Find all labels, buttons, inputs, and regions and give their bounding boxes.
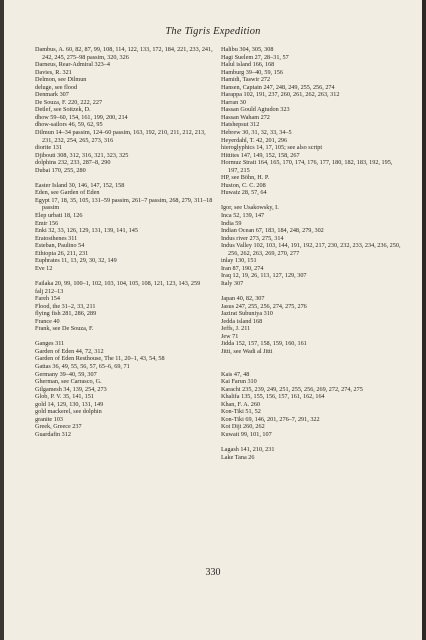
index-entry: Jidda 152, 157, 158, 159, 160, 161 (221, 340, 307, 348)
index-entry: Hittites 147, 149, 152, 158, 267 (221, 151, 300, 159)
index-entry: Khalifa 135, 155, 156, 157, 161, 162, 164 (221, 393, 325, 401)
index-entry: Hassan Waham 272 (221, 113, 270, 121)
index-entry: Davies, R. 321 (35, 68, 72, 76)
index-entry: Indus Valley 102, 103, 144, 191, 192, 217, 230, 232, 233, 234, 236, 250, 256, 262, 263, 269, 270, 277 (221, 242, 401, 257)
index-entry: Esteban, Paulino 54 (35, 242, 85, 250)
index-entry: Darneus, Rear-Admiral 323–4 (35, 61, 110, 69)
index-entry: flying fish 281, 286, 289 (35, 310, 97, 318)
book-edge (422, 0, 426, 640)
page-number: 330 (205, 567, 221, 578)
index-entry: Kuwait 99, 101, 107 (221, 430, 272, 438)
index-gap (221, 355, 401, 363)
index-entry: deluge, see flood (35, 83, 78, 91)
index-entry: Frank, see De Souza, F. (35, 325, 94, 333)
index-entry: Elep urbati 18, 126 (35, 212, 83, 220)
index-entry: Ganges 311 (35, 340, 65, 348)
index-entry: Garden of Eden Resthouse, The 11, 20–1, 43, 54, 58 (35, 355, 165, 363)
index-entry: Emir 156 (35, 219, 59, 227)
index-gap (221, 438, 401, 446)
index-entry: gold 14, 129, 130, 131, 149 (35, 400, 104, 408)
index-entry: gold mackerel, see dolphin (35, 408, 102, 416)
index-gap (35, 174, 213, 182)
index-entry: Italy 307 (221, 279, 244, 287)
index-entry: Greek, Greece 237 (35, 423, 82, 431)
index-entry: Jasus 247, 255, 256, 274, 275, 276 (221, 302, 307, 310)
index-entry: Jitti, see Wadi al Jitti (221, 347, 273, 355)
index-entry: Gherman, see Carrasco, G. (35, 378, 102, 386)
index-entry: Jedda island 168 (221, 317, 263, 325)
index-entry: Egypt 17, 18, 35, 105, 131–59 passim, 261–7 passim, 268, 279, 311–18 passim (35, 196, 213, 212)
index-entry: HP, see Böhn, H. P. (221, 174, 270, 182)
index-entry: Kot Diji 260, 262 (221, 423, 265, 431)
index-entry: Iran 87, 190, 274 (221, 264, 264, 272)
index-entry: Dambus, A. 60, 82, 87, 99, 108, 114, 122, 133, 172, 184, 221, 233, 241, 242, 245, 275–98 passim, 320, 326 (35, 46, 213, 61)
index-entry: Inca 52, 139, 147 (221, 212, 265, 220)
index-entry: Hormuz Strait 164, 165, 170, 174, 176, 177, 180, 182, 183, 192, 195, 197, 215 (221, 159, 393, 174)
running-head: The Tigris Expedition (165, 26, 261, 37)
index-entry: Fareh 154 (35, 295, 60, 303)
index-gap (221, 197, 401, 205)
index-entry: Flood, the 31–2, 33, 211 (35, 302, 96, 310)
index-entry: Hansen, Captain 247, 248, 249, 255, 256, 274 (221, 83, 335, 91)
index-entry: inlay 130, 151 (221, 257, 257, 265)
index-entry: hieroglyphics 14, 17, 105; see also script (221, 144, 323, 152)
index-gap (35, 333, 213, 341)
index-entry: Kai Farun 310 (221, 378, 257, 386)
index-entry: Delmon, see Dilmun (35, 76, 87, 84)
index-page (4, 0, 422, 640)
index-entry: Gattas 36, 49, 55, 56, 57, 65–6, 69, 71 (35, 362, 130, 370)
index-entry: Kais 47, 48 (221, 370, 250, 378)
index-entry: Heyerdahl, T. 42, 201, 296 (221, 136, 288, 144)
index-entry: Gilgamesh 34, 139, 254, 273 (35, 385, 107, 393)
index-entry: Hatshepsut 312 (221, 121, 260, 129)
index-entry: Karachi 235, 239, 249, 251, 255, 256, 269, 272, 274, 275 (221, 385, 363, 393)
index-entry: granite 103 (35, 415, 64, 423)
index-entry: Failaka 20, 99, 100–1, 102, 103, 104, 105, 108, 121, 123, 143, 259 (35, 279, 201, 287)
index-entry: Japan 40, 82, 307 (221, 295, 265, 303)
index-entry: Easter Island 30, 146, 147, 152, 158 (35, 181, 125, 189)
index-entry: Djibouti 308, 312, 316, 321, 323, 325 (35, 151, 129, 159)
index-entry: Lagash 141, 210, 231 (221, 445, 275, 453)
index-entry: Hagi Suelem 27, 28–31, 57 (221, 53, 289, 61)
index-entry: Hassan Gould Agtudon 323 (221, 106, 290, 114)
index-entry: Denmark 307 (35, 91, 69, 99)
index-entry: France 40 (35, 317, 60, 325)
index-column-left (35, 46, 213, 438)
index-entry: Khan, F. A. 260 (221, 400, 261, 408)
index-entry: Indus river 273, 275, 314 (221, 234, 284, 242)
index-entry: Iraq 12, 19, 26, 113, 127, 129, 307 (221, 272, 307, 280)
index-entry: diorite 131 (35, 144, 62, 152)
index-entry: Guardafin 312 (35, 430, 71, 438)
index-entry: Kon-Tiki 51, 52 (221, 408, 261, 416)
index-entry: Harran 30 (221, 98, 246, 106)
index-entry: dhow 59–60, 154, 161, 199, 200, 214 (35, 113, 128, 121)
index-entry: Jeffs, J. 211 (221, 325, 251, 333)
index-entry: Igor, see Usakowsky, I. (221, 204, 279, 212)
index-entry: Halul island 166, 168 (221, 61, 275, 69)
index-entry: dolphins 232, 233, 287–8, 290 (35, 159, 111, 167)
index-entry: Detlef, see Soitzek, D. (35, 106, 91, 114)
index-entry: Jazirat Subuniya 310 (221, 310, 273, 318)
index-entry: Enki 32, 33, 126, 129, 131, 139, 141, 145 (35, 227, 138, 235)
index-entry: Garden of Eden 44, 72, 312 (35, 347, 104, 355)
index-gap (35, 272, 213, 280)
index-entry: Indian Ocean 67, 183, 184, 248, 279, 302 (221, 227, 324, 235)
index-entry: Dubai 170, 255, 280 (35, 166, 86, 174)
index-entry: Dilmun 14–34 passim, 124–60 passim, 163, 192, 210, 211, 212, 213, 231, 232, 254, 265, 273, 316 (35, 129, 206, 144)
index-entry: Huston, C. C. 208 (221, 181, 266, 189)
index-entry: falj 212–13 (35, 287, 64, 295)
index-column-right (221, 46, 401, 461)
index-entry: Germany 39–40, 59, 307 (35, 370, 97, 378)
index-entry: Huwaiz 28, 57, 64 (221, 189, 267, 197)
index-entry: De Souza, F. 220, 222, 227 (35, 98, 103, 106)
index-entry: Eratosthenes 311 (35, 234, 78, 242)
index-entry: dhow-sailors 46, 59, 62, 95 (35, 121, 103, 129)
index-entry: Lake Tana 26 (221, 453, 255, 461)
index-gap (221, 288, 401, 296)
index-entry: Kon-Tiki 69, 146, 201, 276–7, 291, 322 (221, 415, 320, 423)
index-entry: Eden, see Garden of Eden (35, 189, 100, 197)
index-entry: Glob, P. V. 35, 141, 151 (35, 393, 94, 401)
index-entry: Euphrates 11, 13, 29, 30, 32, 149 (35, 257, 117, 265)
index-entry: Halibu 304, 305, 308 (221, 46, 274, 53)
index-entry: Hebrew 30, 31, 32, 33, 34–5 (221, 129, 292, 137)
index-entry: Hamidi, Taswir 272 (221, 76, 271, 84)
index-entry: Ethiopia 26, 211, 231 (35, 249, 89, 257)
index-entry: Jew 71 (221, 332, 239, 340)
index-entry: Harappa 102, 191, 237, 260, 261, 262, 263, 312 (221, 91, 340, 99)
index-entry: India 59 (221, 219, 242, 227)
index-entry: Hamburg 39–40, 59, 156 (221, 68, 283, 76)
index-gap (221, 363, 401, 371)
index-entry: Eve 12 (35, 264, 53, 272)
